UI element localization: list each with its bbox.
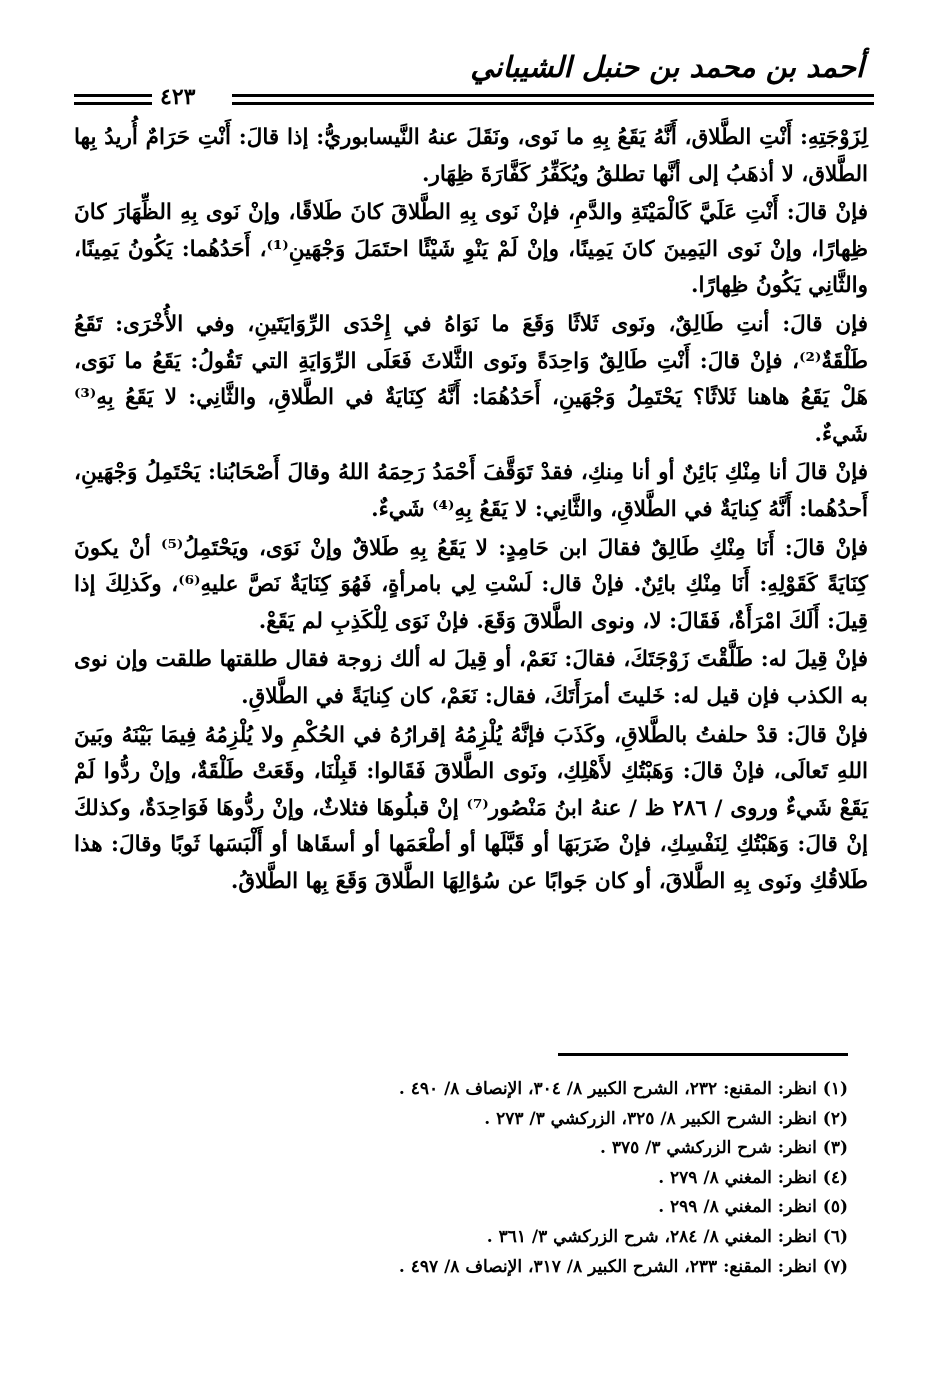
header-rule-short <box>74 94 152 105</box>
footnote: (٦) انظر: المغني ٨/ ٢٨٤، شرح الزركشي ٣/ ٣٦١ . <box>486 1226 848 1247</box>
paragraph: فإنْ قالَ: أَنَا مِنْكِ طَالِقٌ فقالَ ابن حَامِدٍ: لا يَقَعُ بِهِ طَلاقٌ وإنْ نَوَى، ويَحْتَمِلُ⁽⁵⁾ أنْ يكونَ كِنَايَةً كَقَوْلِهِ: أَنَا مِنْكِ بائِنٌ. فإنْ قال: لَسْتِ لِي بامرأةٍ، فَهُوَ كِنَايَةٌ نَصَّ عليهِ⁽⁶⁾، وكَذلِكَ إذا قِيلَ: أَلَكَ امْرَأَةٌ، فَقَالَ: لا، ونوى الطَّلاقَ وَقَعَ. فإنْ نَوَى لِلْكَذِبِ لم يَقَعْ. <box>74 535 868 634</box>
footnote: (٣) انظر: شرح الزركشي ٣/ ٣٧٥ . <box>599 1138 848 1159</box>
footnote-separator <box>558 1053 848 1056</box>
paragraph: فإنْ قالَ أنا مِنْكِ بَائِنٌ أو أنا مِنكِ، فقدْ تَوَقَّفَ أَحْمَدُ رَحِمَهُ اللهُ وقالَ أَصْحَابُنا: يَحْتَمِلُ وَجْهَينِ، أَحدُهُما: أَنَّهُ كِنايَةٌ في الطَّلاقِ، والثَّانِي: لا يَقَعُ بِهِ⁽⁴⁾ شَيءٌ. <box>74 460 868 522</box>
paragraph: لِزَوْجَتِهِ: أَنْتِ الطَّلاق، أَنَّهُ يَقَعُ بِهِ ما نَوى، ونَقَلَ عنهُ النَّيسابوريُّ: إذا قالَ: أَنْتِ حَرَامٌ أُريدُ بِها الطَّلاق، لا أذهَبُ إلى أنَّها تطلقُ ويُكَفِّرُ كَفَّارَةَ ظِهَار. <box>74 125 868 187</box>
paragraph: فإنْ قالَ: أَنْتِ عَلَيَّ كَالْمَيْتَةِ والدَّمِ، فإنْ نَوى بِهِ الطَّلاقَ كانَ طَلاقًا، وإنْ نَوى بِهِ الظِّهَارَ كانَ ظِهارًا، وإنْ نَوى اليَمِينَ كانَ يَمِينًا، وإنْ لَمْ يَنْوِ شَيْئًا احتَمَلَ وَجْهَينِ⁽¹⁾، أَحَدُهُما: يَكُونُ يَمِينًا، والثَّانِي يَكُونُ ظِهارًا. <box>74 200 868 299</box>
footnote: (١) انظر: المقنع: ٢٣٢، الشرح الكبير ٨/ ٣٠٤، الإنصاف ٨/ ٤٩٠ . <box>398 1079 848 1099</box>
footnote: (٤) انظر: المغني ٨/ ٢٧٩ . <box>658 1167 848 1188</box>
running-head: أحمد بن محمد بن حنبل الشيباني <box>470 50 864 84</box>
footnote: (٢) انظر: الشرح الكبير ٨/ ٣٢٥، الزركشي ٣/ ٢٧٣ . <box>484 1108 848 1129</box>
footnotes <box>80 1075 848 1282</box>
footnote: (٧) انظر: المقنع: ٢٣٣، الشرح الكبير ٨/ ٣١٧، الإنصاف ٨/ ٤٩٧ . <box>398 1256 848 1277</box>
page-number: ٤٢٣ <box>160 84 196 110</box>
paragraph: فإنْ قِيلَ له: طَلَّقْتَ زَوْجَتَكَ، فقالَ: نَعَمْ، أو قِيلَ له ألك زوجة فقال طلقتها طلقت وإن نوى به الكذب فإن قيل له: خَليتَ أمرَأَتَكَ، فقال: نَعَمْ، كان كِنايَةً في الطَّلاقِ. <box>74 647 868 709</box>
footnote: (٥) انظر: المغني ٨/ ٢٩٩ . <box>658 1197 848 1218</box>
paragraph: فإنْ قالَ: قدْ حلفتُ بالطَّلاقِ، وكَذَبَ فإنَّهُ يُلْزِمُهُ إقرارُهُ في الحُكْمِ ولا يُلْزِمُهُ فِيمَا بَيْنَهُ وبَينَ اللهِ تَعالَى، فإنْ قالَ: وَهَبْتُكِ لأَهْلِكِ، ونَوى الطَّلاقَ فَقَالوا: قَبِلْنَا، وقَعَتْ طَلْقَةٌ، وإنْ ردُّوا لَمْ يَقَعْ شَيءٌ وروى / ٢٨٦ ظ / عنهُ ابنُ مَنْصُور⁽⁷⁾ إنْ قبلُوهَا فثلاثٌ، وإنْ ردُّوهَا فَوَاحِدَةٌ، وكذلكَ إنْ قالَ: وَهَبْتُكِ لِنَفْسِكِ، فإنْ ضَرَبَهَا أو قَبَّلَها أو أطْعَمَها أو أسقَاها أو أَلْبَسَها ثَوبًا وقالَ: هذا طَلاقُكِ ونَوى بِهِ الطَّلاقَ، أو كان جَوابًا عن سُؤالِهَا الطَّلاقَ وَقَعَ بِها الطَّلاقُ. <box>74 722 868 894</box>
page-header <box>70 44 874 108</box>
header-rule <box>232 94 874 105</box>
main-text <box>74 120 868 902</box>
paragraph: فإن قالَ: أنتِ طَالِقٌ، ونَوى ثَلاثًا وَقَعَ ما نَوَاهُ في إِحْدَى الرِّوَايَتَينِ، وفي الأُخْرَى: تَقَعُ طَلْقَةٌ⁽²⁾، فإنْ قالَ: أَنْتِ طَالِقٌ وَاحِدَةً ونَوى الثَّلاثَ فَعَلَى الرِّوَايَةِ التي تَقُولُ: يَقَعُ ما نَوَى، هَلْ يَقَعُ هاهنا ثَلاثًا؟ يَحْتَمِلُ وَجْهَينِ، أَحَدُهُمَا: أَنَّهُ كِنَايَةٌ في الطَّلاقِ، والثَّانِي: لا يَقَعُ بِهِ⁽³⁾ شَيءٌ. <box>74 311 868 447</box>
